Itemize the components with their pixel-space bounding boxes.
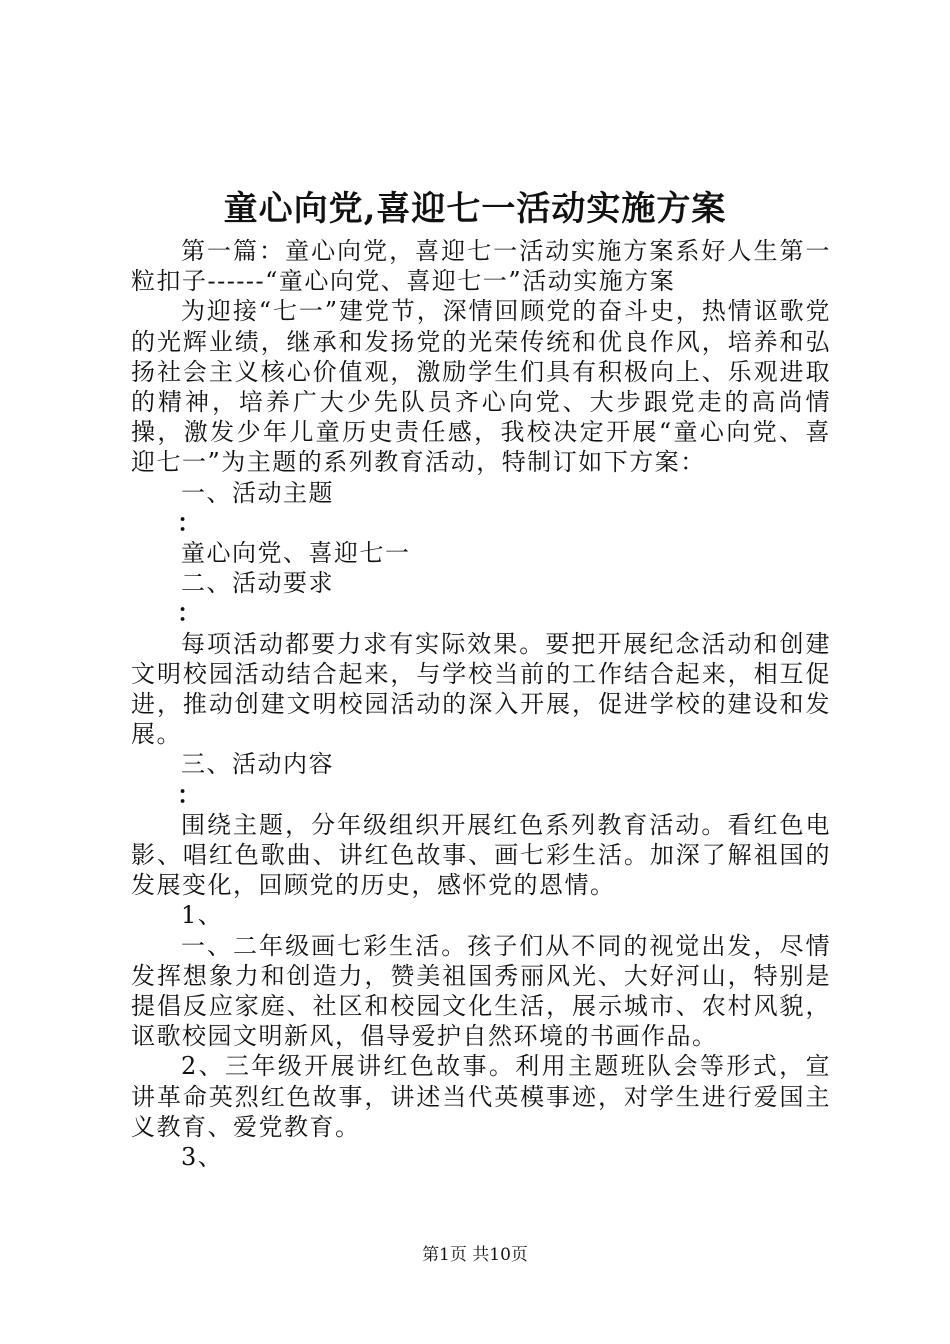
paragraph-theme: 童心向党、喜迎七一	[181, 539, 411, 568]
section-heading-theme: 一、活动主题	[181, 478, 334, 507]
page-footer: 第1页 共10页	[422, 1245, 528, 1265]
paragraph-grade-1-2: 一、二年级画七彩生活。孩子们从不同的视觉出发，尽情发挥想象力和创造力，赞美祖国秀丽风光、大好河山，特别是提倡反应家庭、社区和校园文化生活，展示城市、农村风貌，讴歌校园文明新风，倡导爱护自然环境的书画作品。	[131, 931, 831, 1051]
paragraph-content: 围绕主题，分年级组织开展红色系列教育活动。看红色电影、唱红色歌曲、讲红色故事、画七彩生活。加深了解祖国的发展变化，回顾党的历史，感怀党的恩情。	[131, 810, 831, 900]
paragraph-purpose: 为迎接“七一”建党节，深情回顾党的奋斗史，热情讴歌党的光辉业绩，继承和发扬党的光荣传统和优良作风，培养和弘扬社会主义核心价值观，激励学生们具有积极向上、乐观进取的精神，培养广大少先队员齐心向党、大步跟党走的高尚情操，激发少年儿童历史责任感，我校决定开展“童心向党、喜迎七一”为主题的系列教育活动，特制订如下方案：	[131, 297, 831, 477]
paragraph-grade-3: 2、三年级开展讲红色故事。利用主题班队会等形式，宣讲革命英烈红色故事，讲述当代英模事迹，对学生进行爱国主义教育、爱党教育。	[131, 1052, 831, 1141]
section-heading-content: 三、活动内容	[181, 750, 334, 779]
section-colon: ：	[177, 598, 203, 628]
list-number: 1、	[181, 901, 224, 930]
document-title: 童心向党,喜迎七一活动实施方案	[223, 189, 727, 229]
section-heading-requirements: 二、活动要求	[181, 569, 334, 598]
document-body	[131, 236, 831, 1172]
list-number: 3、	[181, 1143, 224, 1172]
paragraph-requirements: 每项活动都要力求有实际效果。要把开展纪念活动和创建文明校园活动结合起来，与学校当前的工作结合起来，相互促进，推动创建文明校园活动的深入开展，促进学校的建设和发展。	[131, 629, 831, 749]
section-colon: ：	[177, 507, 203, 537]
section-colon: ：	[177, 779, 203, 809]
paragraph-intro: 第一篇：童心向党，喜迎七一活动实施方案系好人生第一粒扣子------“童心向党、喜迎七一”活动实施方案	[131, 237, 831, 296]
